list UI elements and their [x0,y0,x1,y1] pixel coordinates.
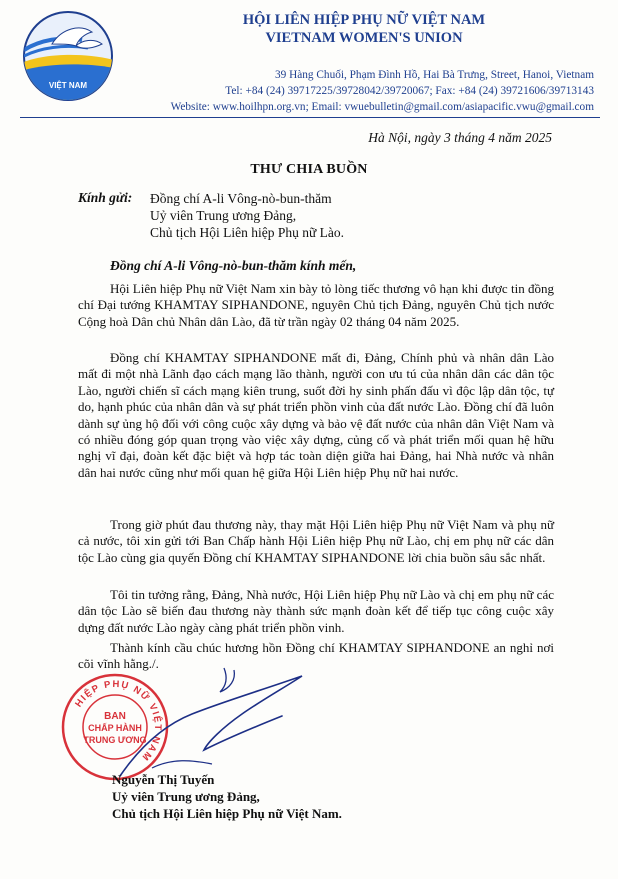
svg-text:CHẤP HÀNH: CHẤP HÀNH [88,723,142,733]
letter-title: THƯ CHIA BUỒN [250,162,368,177]
svg-text:HIỆP PHỤ NỮ VIỆT NAM: HIỆP PHỤ NỮ VIỆT NAM [73,678,164,764]
salutation: Đồng chí A-li Vông-nò-bun-thăm kính mến, [110,258,357,273]
recipient-name: Đồng chí A-li Vông-nò-bun-thăm [150,191,332,206]
recipient-title-1: Uỷ viên Trung ương Đảng, [150,208,297,223]
org-web-email: Website: www.hoilhpn.org.vn; Email: vwuebulletin@gmail.com/asiapacific.vwu@gmail.com [170,101,594,113]
signer-title-1: Uỷ viên Trung ương Đảng, [112,789,260,804]
signer-title-2: Chủ tịch Hội Liên hiệp Phụ nữ Việt Nam. [112,806,342,821]
paragraph-1: Hội Liên hiệp Phụ nữ Việt Nam xin bày tỏ lòng tiếc thương vô hạn khi được tin đồng chí Đại tướng KHAMTAY SIPHANDONE, nguyên Chủ tịch Đảng, nguyên Chủ tịch nước Cộng hoà Dân chủ Nhân dân Lào, đã từ trần ngày 02 tháng 04 năm 2025. [78,281,554,329]
org-name-vietnamese: HỘI LIÊN HIỆP PHỤ NỮ VIỆT NAM [242,12,486,28]
paragraph-2: Đồng chí KHAMTAY SIPHANDONE mất đi, Đảng, Chính phủ và nhân dân Lào mất đi một nhà Lãnh đạo cách mạng lão thành, người con ưu tú của nhân dân các dân tộc Lào, người chiến sĩ cách mạng kiên trung, suốt đời hy sinh phấn đấu vì độc lập dân tộc, tự do, hạnh phúc của nhân dân và sự phát triển phồn vinh của đất nước Lào. Đồng chí đã luôn dành sự ủng hộ đối với công cuộc xây dựng và bảo vệ đất nước của nhân dân Việt Nam và có nhiều đóng góp quan trọng vào việc xây dựng, củng cố và phát triển mối quan hệ hữu nghị vĩ đại, đoàn kết đặc biệt và hợp tác toàn diện giữa hai Đảng, hai Nhà nước và nhân dân hai nước cũng như mối quan hệ giữa Hội Liên hiệp Phụ nữ hai nước. [78,350,554,480]
org-name-english: VIETNAM WOMEN'S UNION [265,30,463,46]
org-phone-fax: Tel: +84 (24) 39717225/39728042/39720067; Fax: +84 (24) 39721606/39713143 [225,85,594,97]
vwu-logo-icon [22,10,114,102]
signer-name: Nguyễn Thị Tuyến [112,772,215,787]
svg-text:BAN: BAN [104,711,126,722]
header-divider [20,117,600,118]
svg-text:VIỆT NAM: VIỆT NAM [48,81,88,90]
letter-date: Hà Nội, ngày 3 tháng 4 năm 2025 [368,130,552,145]
handwritten-signature [112,664,342,779]
paragraph-3: Trong giờ phút đau thương này, thay mặt Hội Liên hiệp Phụ nữ Việt Nam và phụ nữ cả nước, tôi xin gửi tới Ban Chấp hành Hội Liên hiệp Phụ nữ Lào, chị em phụ nữ các dân tộc Lào cùng gia quyến Đồng chí KHAMTAY SIPHANDONE lời chia buồn sâu sắc nhất. [78,517,554,565]
svg-text:TRUNG ƯƠNG: TRUNG ƯƠNG [83,735,147,745]
paragraph-5: Thành kính cầu chúc hương hồn Đồng chí KHAMTAY SIPHANDONE an nghỉ nơi cõi vĩnh hằng./. [78,640,554,672]
org-address: 39 Hàng Chuối, Phạm Đình Hồ, Hai Bà Trưng, Street, Hanoi, Vietnam [274,69,594,81]
recipient-title-2: Chủ tịch Hội Liên hiệp Phụ nữ Lào. [150,225,345,240]
paragraph-4: Tôi tin tưởng rằng, Đảng, Nhà nước, Hội Liên hiệp Phụ nữ Lào và chị em phụ nữ các dân tộc Lào sẽ biến đau thương này thành sức mạnh đoàn kết để tiếp tục công cuộc xây dựng đất nước Lào ngày càng phát triển phồn vinh. [78,587,554,635]
recipient-label: Kính gửi: [78,190,133,205]
